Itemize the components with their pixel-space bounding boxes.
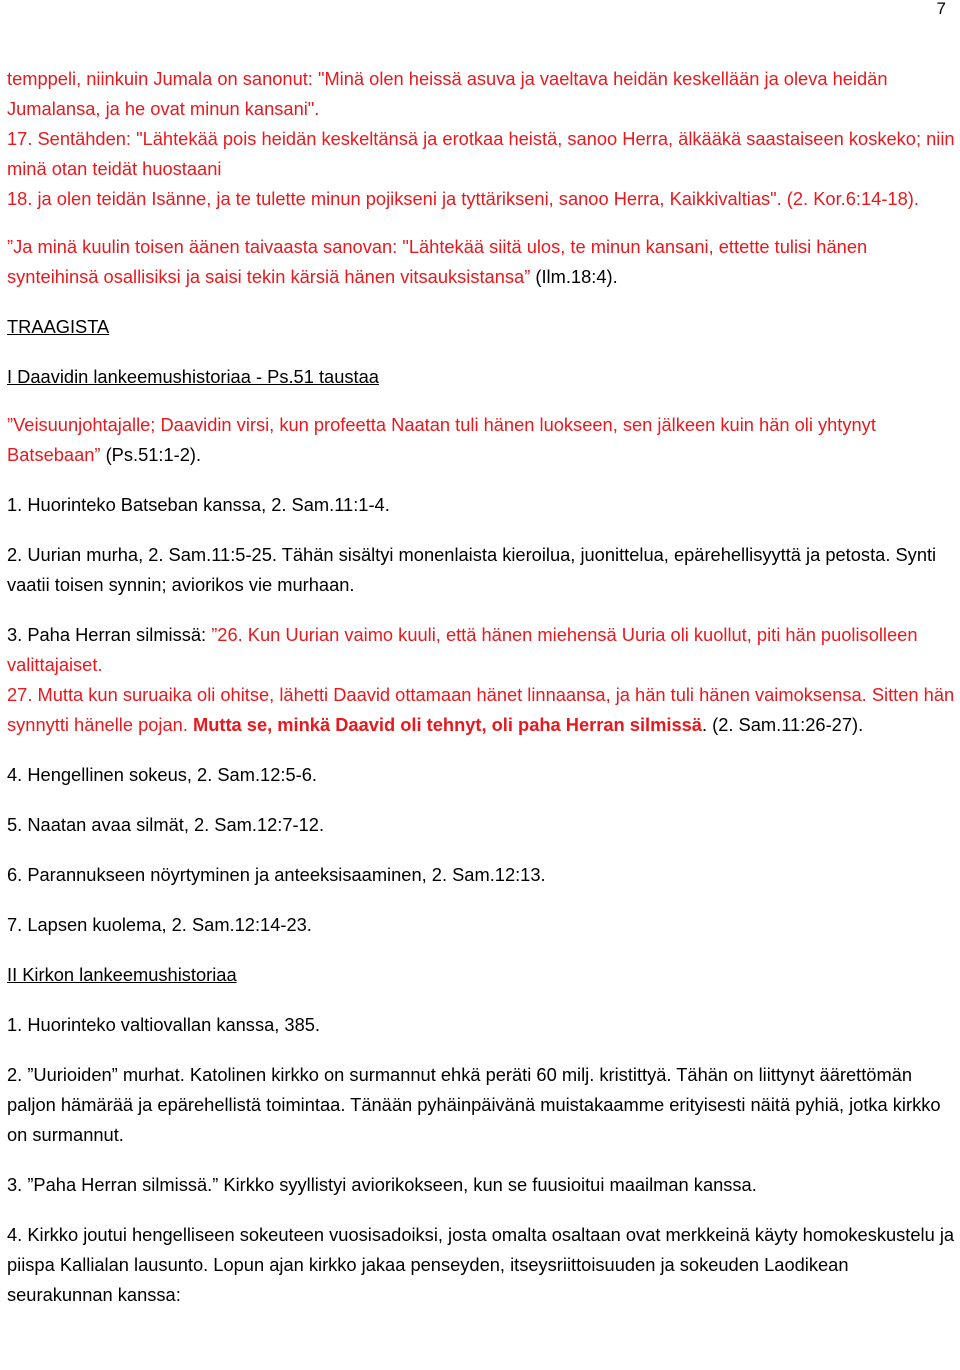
list-item-7: 7. Lapsen kuolema, 2. Sam.12:14-23. (7, 914, 312, 935)
church-item-3: 3. ”Paha Herran silmissä.” Kirkko syyllistyi aviorikokseen, kun se fuusioitui maailman kanssa. (7, 1174, 757, 1195)
scripture-revelation (7, 232, 959, 292)
revelation-quote: ”Ja minä kuulin toisen äänen taivaasta sanovan: "Lähtekää siitä ulos, te minun kansani, ettette tulisi hänen synteihinsä osallisiksi ja saisi tekin kärsiä hänen vitsauksistansa” (7, 236, 868, 287)
scripture-line: temppeli, niinkuin Jumala on sanonut: "Minä olen heissä asuva ja vaeltava heidän keskellään ja oleva heidän Jumalansa, ja he ovat minun kansani". (7, 68, 888, 119)
verse-26: ”26. Kun Uurian vaimo kuuli, että hänen miehensä Uuria oli kuollut, piti hän puolisolleen valittajaiset. (7, 624, 918, 675)
heading-traagista: TRAAGISTA (7, 316, 110, 337)
list-item-4: 4. Hengellinen sokeus, 2. Sam.12:5-6. (7, 764, 317, 785)
scripture-verse-18: 18. ja olen teidän Isänne, ja te tulette minun pojikseni ja tyttärikseni, sanoo Herra, Kaikkivaltias". (2. Kor.6:14-18). (7, 188, 919, 209)
psalm-ref: (Ps.51:1-2). (100, 444, 202, 465)
church-item-1: 1. Huorinteko valtiovallan kanssa, 385. (7, 1014, 320, 1035)
scripture-verse-17: 17. Sentähden: "Lähtekää pois heidän keskeltänsä ja erotkaa heistä, sanoo Herra, älkääkä saastaiseen koskeko; niin minä otan teidät huostaani (7, 128, 955, 179)
list-item-3 (7, 620, 959, 680)
revelation-ref: (Ilm.18:4). (530, 266, 618, 287)
list-item-1: 1. Huorinteko Batseban kanssa, 2. Sam.11:1-4. (7, 494, 390, 515)
list-item-2: 2. Uurian murha, 2. Sam.11:5-25. Tähän sisältyi monenlaista kieroilua, juonittelua, epärehellisyyttä ja petosta. Synti vaatii toisen synnin; aviorikos vie murhaan. (7, 544, 937, 595)
church-item-2: 2. ”Uurioiden” murhat. Katolinen kirkko on surmannut ehkä peräti 60 milj. kristittyä. Tähän on liittynyt äärettömän paljon hämärää ja epärehellistä toimintaa. Tänään pyhäinpäivänä muistakaamme erityisesti näitä pyhiä, jotka kirkko on surmannut. (7, 1064, 941, 1145)
verse-27 (7, 680, 959, 740)
page-number: 7 (936, 0, 946, 18)
section-heading-kirkko: II Kirkon lankeemushistoriaa (7, 964, 237, 985)
item3-lead: 3. Paha Herran silmissä: (7, 624, 212, 645)
document-body (7, 64, 959, 1310)
list-item-5: 5. Naatan avaa silmät, 2. Sam.12:7-12. (7, 814, 325, 835)
verse-27-ref: . (2. Sam.11:26-27). (701, 714, 864, 735)
verse-27-bold: Mutta se, minkä Daavid oli tehnyt, oli paha Herran silmissä (192, 714, 702, 735)
church-item-4: 4. Kirkko joutui hengelliseen sokeuteen vuosisadoiksi, josta omalta osaltaan ovat merkkeinä käyty homokeskustelu ja piispa Kallialan lausunto. Lopun ajan kirkko jakaa penseyden, itseysriittoisuuden ja sokeuden Laodikean seurakunnan kanssa: (7, 1224, 955, 1305)
list-item-6: 6. Parannukseen nöyrtyminen ja anteeksisaaminen, 2. Sam.12:13. (7, 864, 546, 885)
scripture-2cor (7, 64, 959, 214)
psalm-superscription (7, 410, 959, 470)
psalm-quote: ”Veisuunjohtajalle; Daavidin virsi, kun profeetta Naatan tuli hänen luokseen, sen jälkeen kuin hän oli yhtynyt Batsebaan” (7, 414, 876, 465)
verse-27-text: 27. Mutta kun suruaika oli ohitse, lähetti Daavid ottamaan hänet linnaansa, ja hän tuli hänen vaimoksensa. Sitten hän synnytti hänelle pojan. (7, 684, 955, 735)
section-heading-daavid: I Daavidin lankeemushistoriaa - Ps.51 taustaa (7, 366, 379, 387)
